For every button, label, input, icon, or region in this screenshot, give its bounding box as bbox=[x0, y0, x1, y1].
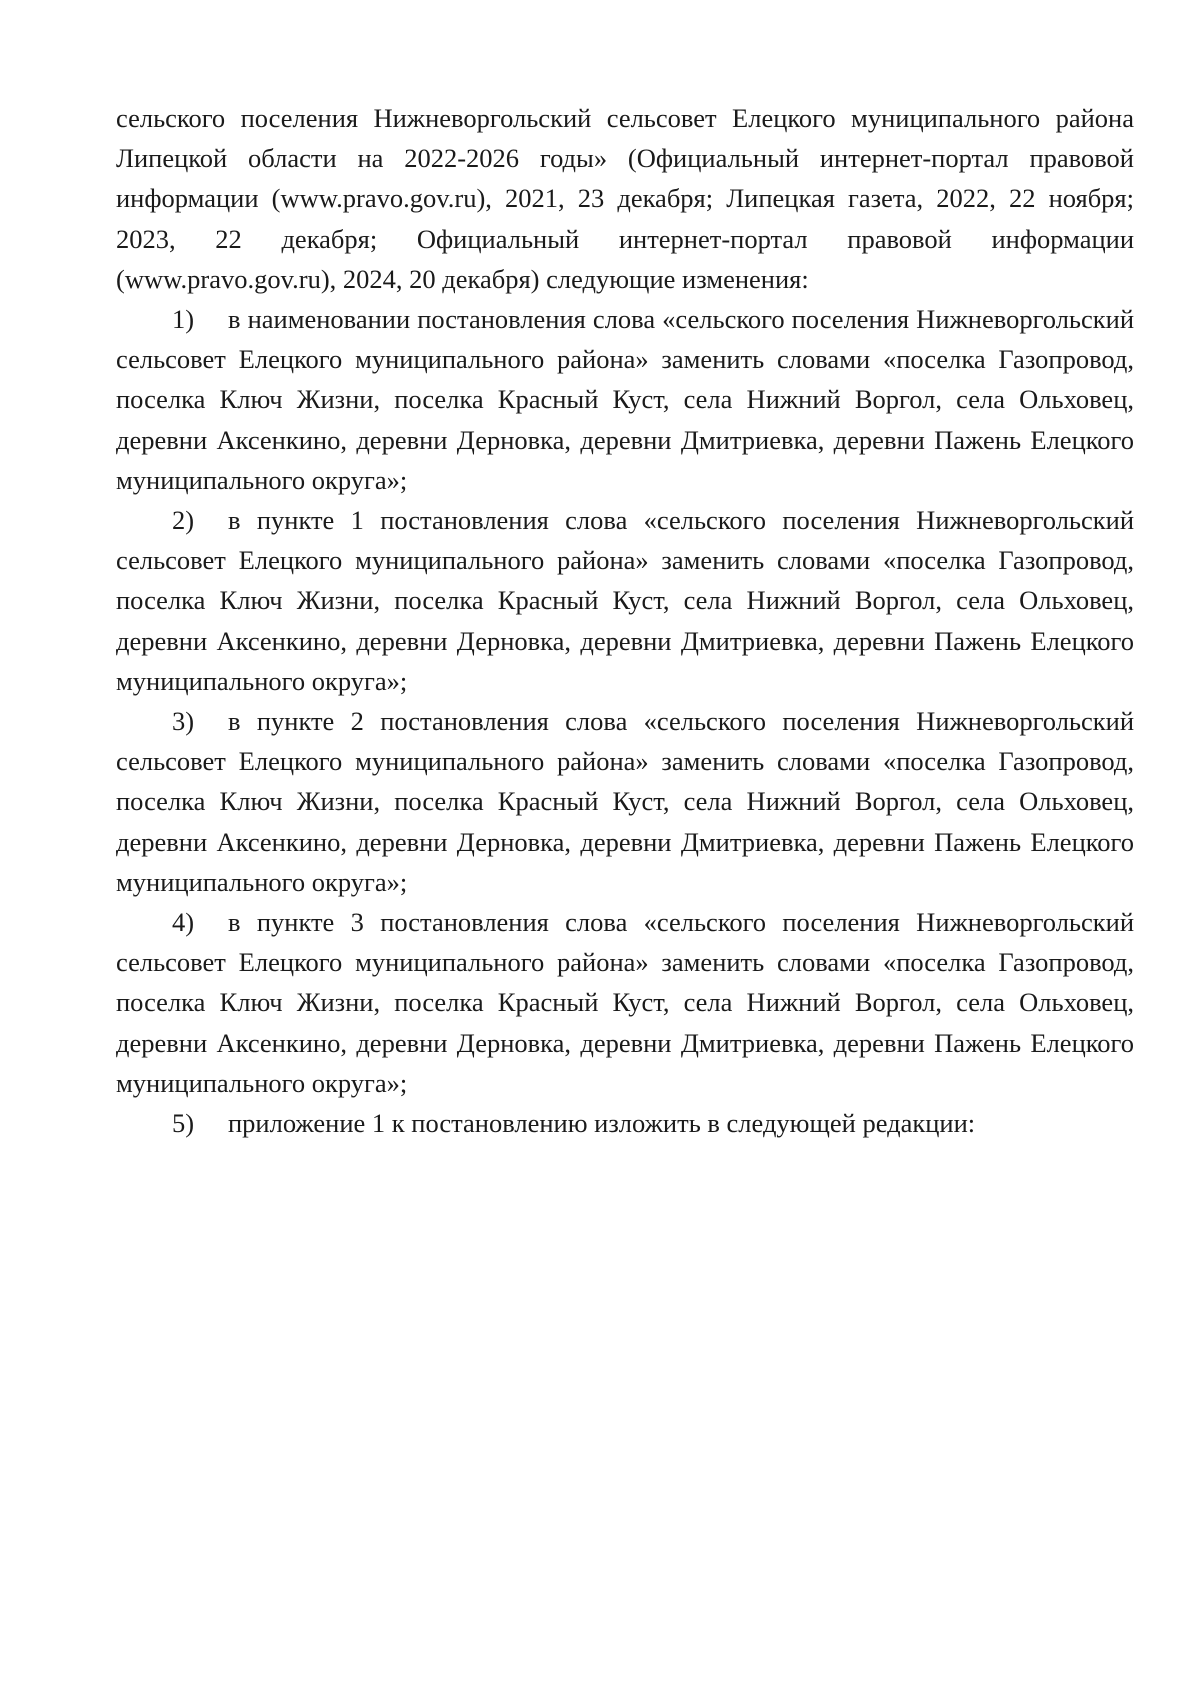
item-text: в пункте 2 постановления слова «сельского поселения Нижневоргольский сельсовет Елецкого муниципального района» заменить словами «поселка Газопровод, поселка Ключ Жизни, поселка Красный Куст, села Нижний Воргол, села Ольховец, деревни Аксенкино, деревни Дерновка, деревни Дмитриевка, деревни Пажень Елецкого муниципального округа»; bbox=[116, 706, 1134, 897]
document-body bbox=[116, 98, 1134, 1143]
item-number: 5) bbox=[172, 1108, 195, 1139]
item-number: 4) bbox=[172, 907, 195, 938]
item-number: 1) bbox=[172, 304, 195, 335]
item-number: 3) bbox=[172, 706, 195, 737]
amendment-item bbox=[116, 902, 1134, 1103]
item-text: в пункте 3 постановления слова «сельского поселения Нижневоргольский сельсовет Елецкого муниципального района» заменить словами «поселка Газопровод, поселка Ключ Жизни, поселка Красный Куст, села Нижний Воргол, села Ольховец, деревни Аксенкино, деревни Дерновка, деревни Дмитриевка, деревни Пажень Елецкого муниципального округа»; bbox=[116, 907, 1134, 1098]
item-number: 2) bbox=[172, 505, 195, 536]
amendment-list bbox=[116, 299, 1134, 1143]
amendment-item bbox=[116, 701, 1134, 902]
item-text: в пункте 1 постановления слова «сельского поселения Нижневоргольский сельсовет Елецкого муниципального района» заменить словами «поселка Газопровод, поселка Ключ Жизни, поселка Красный Куст, села Нижний Воргол, села Ольховец, деревни Аксенкино, деревни Дерновка, деревни Дмитриевка, деревни Пажень Елецкого муниципального округа»; bbox=[116, 505, 1134, 696]
item-text: приложение 1 к постановлению изложить в следующей редакции: bbox=[228, 1108, 976, 1139]
intro-paragraph: сельского поселения Нижневоргольский сельсовет Елецкого муниципального района Липецкой области на 2022-2026 годы» (Официальный интернет-портал правовой информации (www.pravo.gov.ru), 2021, 23 декабря; Липецкая газета, 2022, 22 ноября; 2023, 22 декабря; Официальный интернет-портал правовой информации (www.pravo.gov.ru), 2024, 20 декабря) следующие изменения: bbox=[116, 103, 1134, 294]
amendment-item bbox=[116, 299, 1134, 500]
item-text: в наименовании постановления слова «сельского поселения Нижневоргольский сельсовет Елецкого муниципального района» заменить словами «поселка Газопровод, поселка Ключ Жизни, поселка Красный Куст, села Нижний Воргол, села Ольховец, деревни Аксенкино, деревни Дерновка, деревни Дмитриевка, деревни Пажень Елецкого муниципального округа»; bbox=[116, 304, 1134, 495]
amendment-item bbox=[116, 500, 1134, 701]
amendment-item bbox=[116, 1103, 1134, 1143]
